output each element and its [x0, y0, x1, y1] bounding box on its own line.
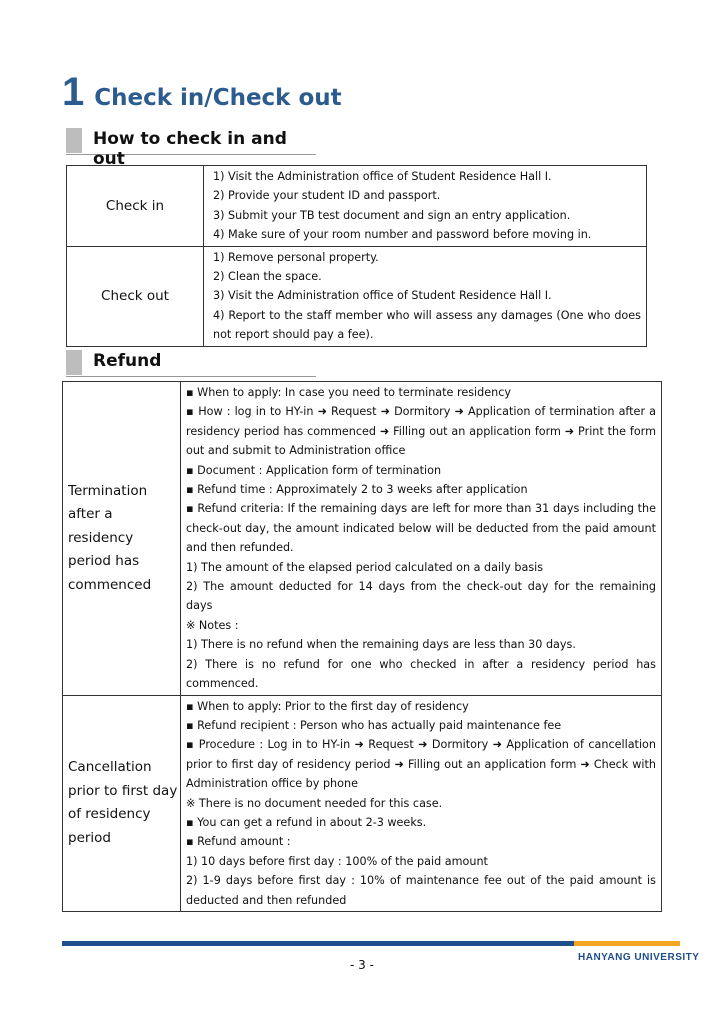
row-label: Cancellation prior to first day of residency period [63, 695, 181, 911]
list-item: ▪ Document : Application form of termination [186, 463, 442, 477]
row-content [181, 382, 662, 696]
list-item: 2) Clean the space. [213, 270, 322, 284]
checkin-table [66, 165, 647, 347]
list-item: 2) 1-9 days before first day : 10% of maintenance fee out of the paid amount is deducted and then refunded [186, 874, 656, 907]
list-item: 2) Provide your student ID and passport. [213, 189, 441, 203]
list-item: 1) Visit the Administration office of Student Residence Hall I. [213, 170, 552, 183]
list-item: 1) The amount of the elapsed period calculated on a daily basis [186, 560, 544, 574]
footer-rule-accent [574, 941, 680, 946]
list-item: 2) There is no refund for one who checked in after a residency period has commenced. [186, 657, 656, 691]
row-content [204, 246, 647, 346]
university-logo: HANYANG UNIVERSITY [578, 952, 700, 963]
list-item: ▪ Refund criteria: If the remaining days are left for more than 31 days including the check-out day, the amount indicated below will be deducted from the paid amount and then refunded. [186, 502, 656, 555]
list-item: 1) There is no refund when the remaining days are less than 30 days. [186, 638, 576, 652]
row-content [181, 695, 662, 911]
list-item: 1) 10 days before first day : 100% of the paid amount [186, 854, 488, 868]
list-item: ▪ You can get a refund in about 2-3 weeks. [186, 815, 427, 829]
list-item: 1) Remove personal property. [213, 250, 379, 264]
section-marker [66, 350, 82, 375]
chapter-number: 1 [62, 70, 85, 114]
section-title: How to check in and out [93, 129, 287, 169]
list-item: ▪ When to apply: Prior to the first day of residency [186, 699, 469, 713]
section-heading-refund [66, 350, 316, 377]
list-item: ▪ Refund recipient : Person who has actually paid maintenance fee [186, 718, 562, 732]
section-marker [66, 128, 82, 153]
list-item: 4) Report to the staff member who will assess any damages (One who does not report should pay a fee). [213, 308, 641, 342]
list-item: 3) Visit the Administration office of Student Residence Hall I. [213, 289, 552, 303]
row-label: Termination after a residency period has commenced [63, 382, 181, 696]
table-row [63, 695, 662, 911]
list-item: 2) The amount deducted for 14 days from the check-out day for the remaining days [186, 580, 656, 613]
list-item: ▪ Procedure : Log in to HY-in ➜ Request ➜ Dormitory ➜ Application of cancellation prior to first day of residency period ➜ Filling out an application form ➜ Check with Administration office by phone [186, 738, 656, 791]
table-row [63, 382, 662, 696]
list-item: ▪ How : log in to HY-in ➜ Request ➜ Dormitory ➜ Application of termination after a residency period has commenced ➜ Filling out an application form ➜ Print the form out and submit to Administration office [186, 405, 656, 458]
page-number: - 3 - [350, 958, 374, 972]
row-label: Check out [67, 246, 204, 346]
list-item: ▪ When to apply: In case you need to terminate residency [186, 386, 512, 399]
list-item: ▪ Refund amount : [186, 835, 291, 849]
table-row [67, 166, 647, 247]
list-item: ▪ Refund time : Approximately 2 to 3 weeks after application [186, 483, 528, 497]
chapter-heading [62, 70, 342, 115]
section-heading-checkin [66, 128, 316, 169]
section-title: Refund [93, 351, 162, 371]
footer-rule [62, 941, 574, 946]
list-item: 4) Make sure of your room number and password before moving in. [213, 228, 592, 242]
refund-table [62, 381, 662, 912]
list-item: ※ Notes : [186, 618, 239, 632]
row-label: Check in [67, 166, 204, 247]
row-content [204, 166, 647, 247]
table-row [67, 246, 647, 346]
chapter-title: Check in/Check out [94, 85, 342, 111]
list-item: ※ There is no document needed for this case. [186, 796, 443, 810]
list-item: 3) Submit your TB test document and sign an entry application. [213, 208, 571, 222]
